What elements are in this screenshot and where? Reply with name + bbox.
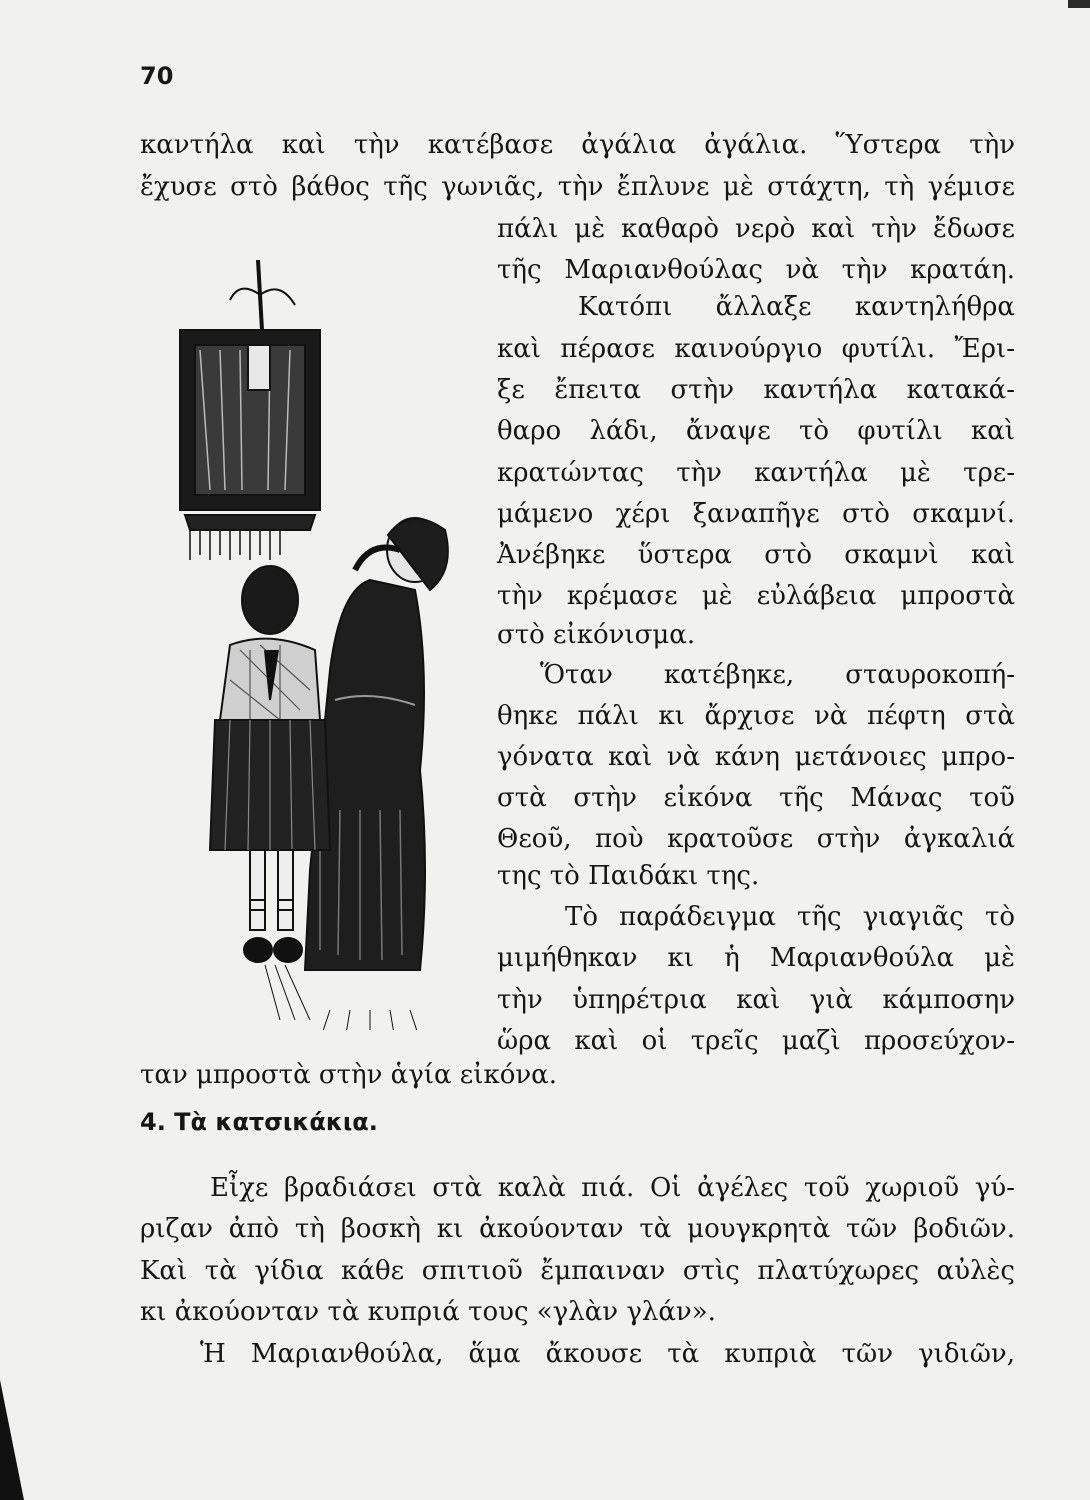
text-line: ἔχυσε στὸ βάθος τῆς γωνιᾶς, τὴν ἔπλυνε μὲ στάχτη, τὴ γέμισε	[140, 172, 1015, 202]
text-line: θαρο λάδι, ἄναψε τὸ φυτίλι καὶ	[497, 416, 1015, 446]
text-line: μιμήθηκαν κι ἡ Μαριανθούλα μὲ	[497, 943, 1015, 973]
text-line: Ὅταν κατέβηκε, σταυροκοπή-	[540, 660, 1015, 690]
text-line: τὴν ὑπηρέτρια καὶ γιὰ κάμποσην	[497, 985, 1015, 1015]
text-line: της τὸ Παιδάκι της.	[497, 861, 760, 891]
text-line: Καὶ τὰ γίδια κάθε σπιτιοῦ ἔμπαιναν στὶς πλατύχωρες αὐλὲς	[140, 1256, 1015, 1286]
text-line: θηκε πάλι κι ἄρχισε νὰ πέφτη στὰ	[497, 701, 1015, 731]
section-heading: 4. Τὰ κατσικάκια.	[140, 1108, 378, 1136]
text-line: μάμενο χέρι ξαναπῆγε στὸ σκαμνί.	[497, 499, 1015, 529]
text-line: Κατόπι ἄλλαξε καντηλήθρα	[578, 292, 1015, 322]
text-line: ταν μπροστὰ στὴν ἁγία εἰκόνα.	[140, 1060, 557, 1090]
text-line: κι ἀκούονταν τὰ κυπριά τους «γλὰν γλάν».	[140, 1297, 716, 1327]
text-line: γόνατα καὶ νὰ κάνη μετάνοιες μπρο-	[497, 742, 1015, 772]
text-line: στὸ εἰκόνισμα.	[497, 620, 696, 650]
text-line: Εἶχε βραδιάσει στὰ καλὰ πιά. Οἱ ἀγέλες τοῦ χωριοῦ γύ-	[210, 1173, 1015, 1203]
text-line: Ἀνέβηκε ὕστερα στὸ σκαμνὶ καὶ	[497, 540, 1015, 570]
text-line: Τὸ παράδειγμα τῆς γιαγιᾶς τὸ	[565, 902, 1015, 932]
text-line: τῆς Μαριανθούλας νὰ τὴν κρατάη.	[497, 255, 1015, 285]
text-line: κρατώντας τὴν καντήλα μὲ τρε-	[497, 458, 1015, 488]
illustration-praying-figures	[170, 250, 470, 1030]
scan-edge-mark	[1068, 0, 1090, 8]
text-line: πάλι μὲ καθαρὸ νερὸ καὶ τὴν ἔδωσε	[497, 214, 1015, 244]
text-line: στὰ στὴν εἰκόνα τῆς Μάνας τοῦ	[497, 783, 1015, 813]
text-line: ριζαν ἀπὸ τὴ βοσκὴ κι ἀκούονταν τὰ μουγκρητὰ τῶν βοδιῶν.	[140, 1214, 1015, 1244]
text-line: Ἡ Μαριανθούλα, ἅμα ἄκουσε τὰ κυπριὰ τῶν γιδιῶν,	[200, 1339, 1015, 1369]
scan-shadow	[0, 1380, 24, 1500]
text-line: καντήλα καὶ τὴν κατέβασε ἀγάλια ἀγάλια. Ὕστερα τὴν	[140, 130, 1015, 160]
text-line: καὶ πέρασε καινούργιο φυτίλι. Ἔρι-	[497, 334, 1015, 364]
page-number: 70	[140, 62, 174, 90]
text-line: ξε ἔπειτα στὴν καντήλα κατακά-	[497, 375, 1015, 405]
text-line: Θεοῦ, ποὺ κρατοῦσε στὴν ἀγκαλιά	[497, 824, 1015, 854]
icon-shrine	[180, 260, 320, 560]
text-line: τὴν κρέμασε μὲ εὐλάβεια μπροστὰ	[497, 581, 1015, 611]
text-line: ὥρα καὶ οἱ τρεῖς μαζὶ προσεύχον-	[497, 1026, 1015, 1056]
